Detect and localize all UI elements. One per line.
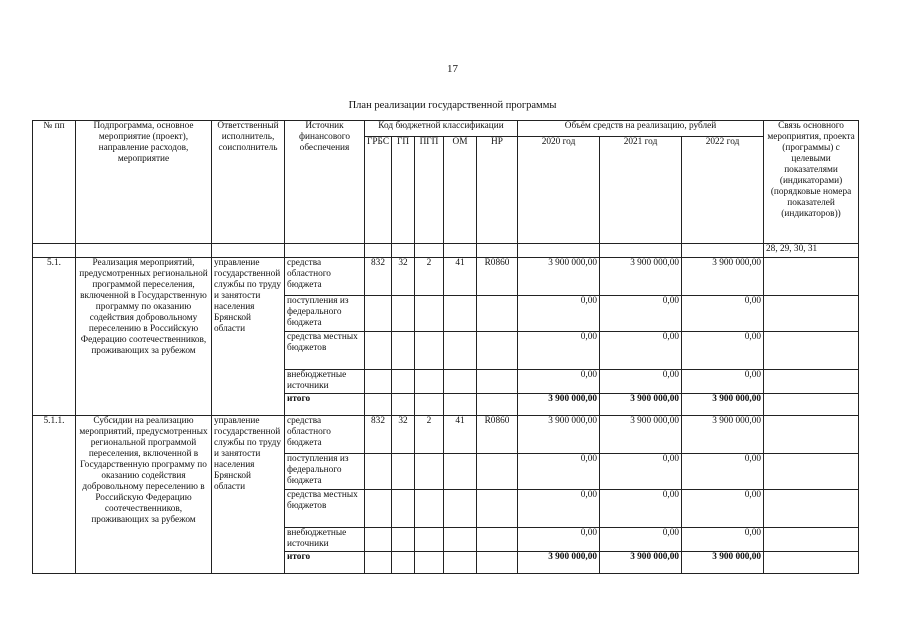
code-gp [392,528,415,552]
code-np [477,490,518,528]
header-pgp: ПГП [415,137,444,244]
funding-source: поступления из федерального бюджета [285,454,365,490]
activity-name: Субсидии на реализацию мероприятий, предусмотренных региональной программой переселения, включенной в Государственную программу по оказанию содействия добровольному переселению в Российскую Федерацию соотечественников, проживающих за рубежом [76,416,212,574]
amount-2022: 0,00 [682,454,764,490]
table-row [33,258,859,296]
header-subprogram: Подпрограмма, основное мероприятие (проект), направление расходов, мероприятие [76,121,212,244]
header-om: ОМ [444,137,477,244]
amount-2020: 3 900 000,00 [518,552,600,574]
code-pgp: 2 [415,258,444,296]
header-volume: Объём средств на реализацию, рублей [518,121,764,137]
funding-source: итого [285,394,365,416]
header-2021: 2021 год [600,137,682,244]
code-gp [392,296,415,332]
indicator-link [764,394,859,416]
code-gp [392,394,415,416]
funding-source: итого [285,552,365,574]
header-num: № пп [33,121,76,244]
code-np [477,332,518,370]
indicator-link [764,332,859,370]
header-2022: 2022 год [682,137,764,244]
activity-name: Реализация мероприятий, предусмотренных региональной программой переселения, включенной в Государственную программу по оказанию содействия добровольному переселению в Российскую Федерацию соотечественников, проживающих за рубежом [76,258,212,416]
indicator-link [764,528,859,552]
code-np [477,552,518,574]
amount-2020: 3 900 000,00 [518,416,600,454]
code-om [444,454,477,490]
code-pgp [415,552,444,574]
responsible-executor: управление государственной службы по труду и занятости населения Брянской области [212,258,285,416]
amount-2021: 0,00 [600,370,682,394]
row-number: 5.1.1. [33,416,76,574]
indicator-link [764,258,859,296]
funding-source: средства местных бюджетов [285,332,365,370]
amount-2020: 0,00 [518,454,600,490]
amount-2020: 0,00 [518,370,600,394]
amount-2022: 0,00 [682,528,764,552]
indicator-link [764,552,859,574]
indicator-link [764,454,859,490]
code-pgp [415,454,444,490]
amount-2021: 3 900 000,00 [600,416,682,454]
code-gp: 32 [392,258,415,296]
funding-source: поступления из федерального бюджета [285,296,365,332]
amount-2020: 3 900 000,00 [518,258,600,296]
amount-2021: 0,00 [600,332,682,370]
code-pgp [415,394,444,416]
code-grbs [365,454,392,490]
code-om [444,490,477,528]
code-np [477,370,518,394]
code-gp [392,332,415,370]
amount-2020: 0,00 [518,296,600,332]
amount-2020: 0,00 [518,490,600,528]
amount-2020: 0,00 [518,332,600,370]
document-title: План реализации государственной программы [348,100,557,111]
amount-2022: 0,00 [682,490,764,528]
header-grbs: ГРБС [365,137,392,244]
code-grbs [365,394,392,416]
code-grbs: 832 [365,258,392,296]
code-grbs [365,296,392,332]
code-grbs [365,332,392,370]
code-pgp [415,296,444,332]
code-gp: 32 [392,416,415,454]
indicator-link [764,490,859,528]
header-gp: ГП [392,137,415,244]
code-om [444,394,477,416]
code-np: R0860 [477,416,518,454]
amount-2021: 0,00 [600,490,682,528]
code-gp [392,552,415,574]
amount-2021: 3 900 000,00 [600,394,682,416]
code-gp [392,370,415,394]
amount-2022: 0,00 [682,332,764,370]
amount-2021: 3 900 000,00 [600,258,682,296]
funding-source: средства областного бюджета [285,416,365,454]
code-pgp [415,370,444,394]
responsible-executor: управление государственной службы по труду и занятости населения Брянской области [212,416,285,574]
funding-source: внебюджетные источники [285,528,365,552]
amount-2021: 0,00 [600,528,682,552]
code-np [477,528,518,552]
indicator-link [764,296,859,332]
table-row [33,416,859,454]
code-om [444,528,477,552]
code-om: 41 [444,258,477,296]
amount-2022: 3 900 000,00 [682,552,764,574]
code-grbs [365,552,392,574]
code-om [444,332,477,370]
code-grbs [365,490,392,528]
amount-2021: 3 900 000,00 [600,552,682,574]
code-pgp [415,490,444,528]
funding-source: средства местных бюджетов [285,490,365,528]
code-om [444,296,477,332]
header-budget-code: Код бюджетной классификации [365,121,518,137]
link-row [33,244,859,258]
amount-2022: 0,00 [682,370,764,394]
code-np [477,296,518,332]
code-grbs [365,370,392,394]
amount-2022: 3 900 000,00 [682,394,764,416]
code-pgp: 2 [415,416,444,454]
code-pgp [415,528,444,552]
amount-2022: 3 900 000,00 [682,258,764,296]
header-source: Источник финансового обеспечения [285,121,365,244]
page-number: 17 [447,63,458,75]
code-pgp [415,332,444,370]
header-link: Связь основного мероприятия, проекта (программы) с целевыми показателями (индикаторами) (порядковые номера показателей (индикаторов)) [764,121,859,244]
amount-2021: 0,00 [600,454,682,490]
code-gp [392,490,415,528]
header-2020: 2020 год [518,137,600,244]
amount-2022: 3 900 000,00 [682,416,764,454]
amount-2022: 0,00 [682,296,764,332]
code-np [477,394,518,416]
code-om [444,552,477,574]
code-grbs: 832 [365,416,392,454]
amount-2020: 0,00 [518,528,600,552]
header-responsible: Ответственный исполнитель, соисполнитель [212,121,285,244]
code-gp [392,454,415,490]
code-np: R0860 [477,258,518,296]
indicator-link [764,416,859,454]
amount-2021: 0,00 [600,296,682,332]
code-grbs [365,528,392,552]
amount-2020: 3 900 000,00 [518,394,600,416]
code-om [444,370,477,394]
code-np [477,454,518,490]
indicator-link [764,370,859,394]
header-np: НР [477,137,518,244]
row-number: 5.1. [33,258,76,416]
funding-source: внебюджетные источники [285,370,365,394]
link-values: 28, 29, 30, 31 [764,244,859,258]
funding-source: средства областного бюджета [285,258,365,296]
code-om: 41 [444,416,477,454]
plan-table [32,120,859,574]
